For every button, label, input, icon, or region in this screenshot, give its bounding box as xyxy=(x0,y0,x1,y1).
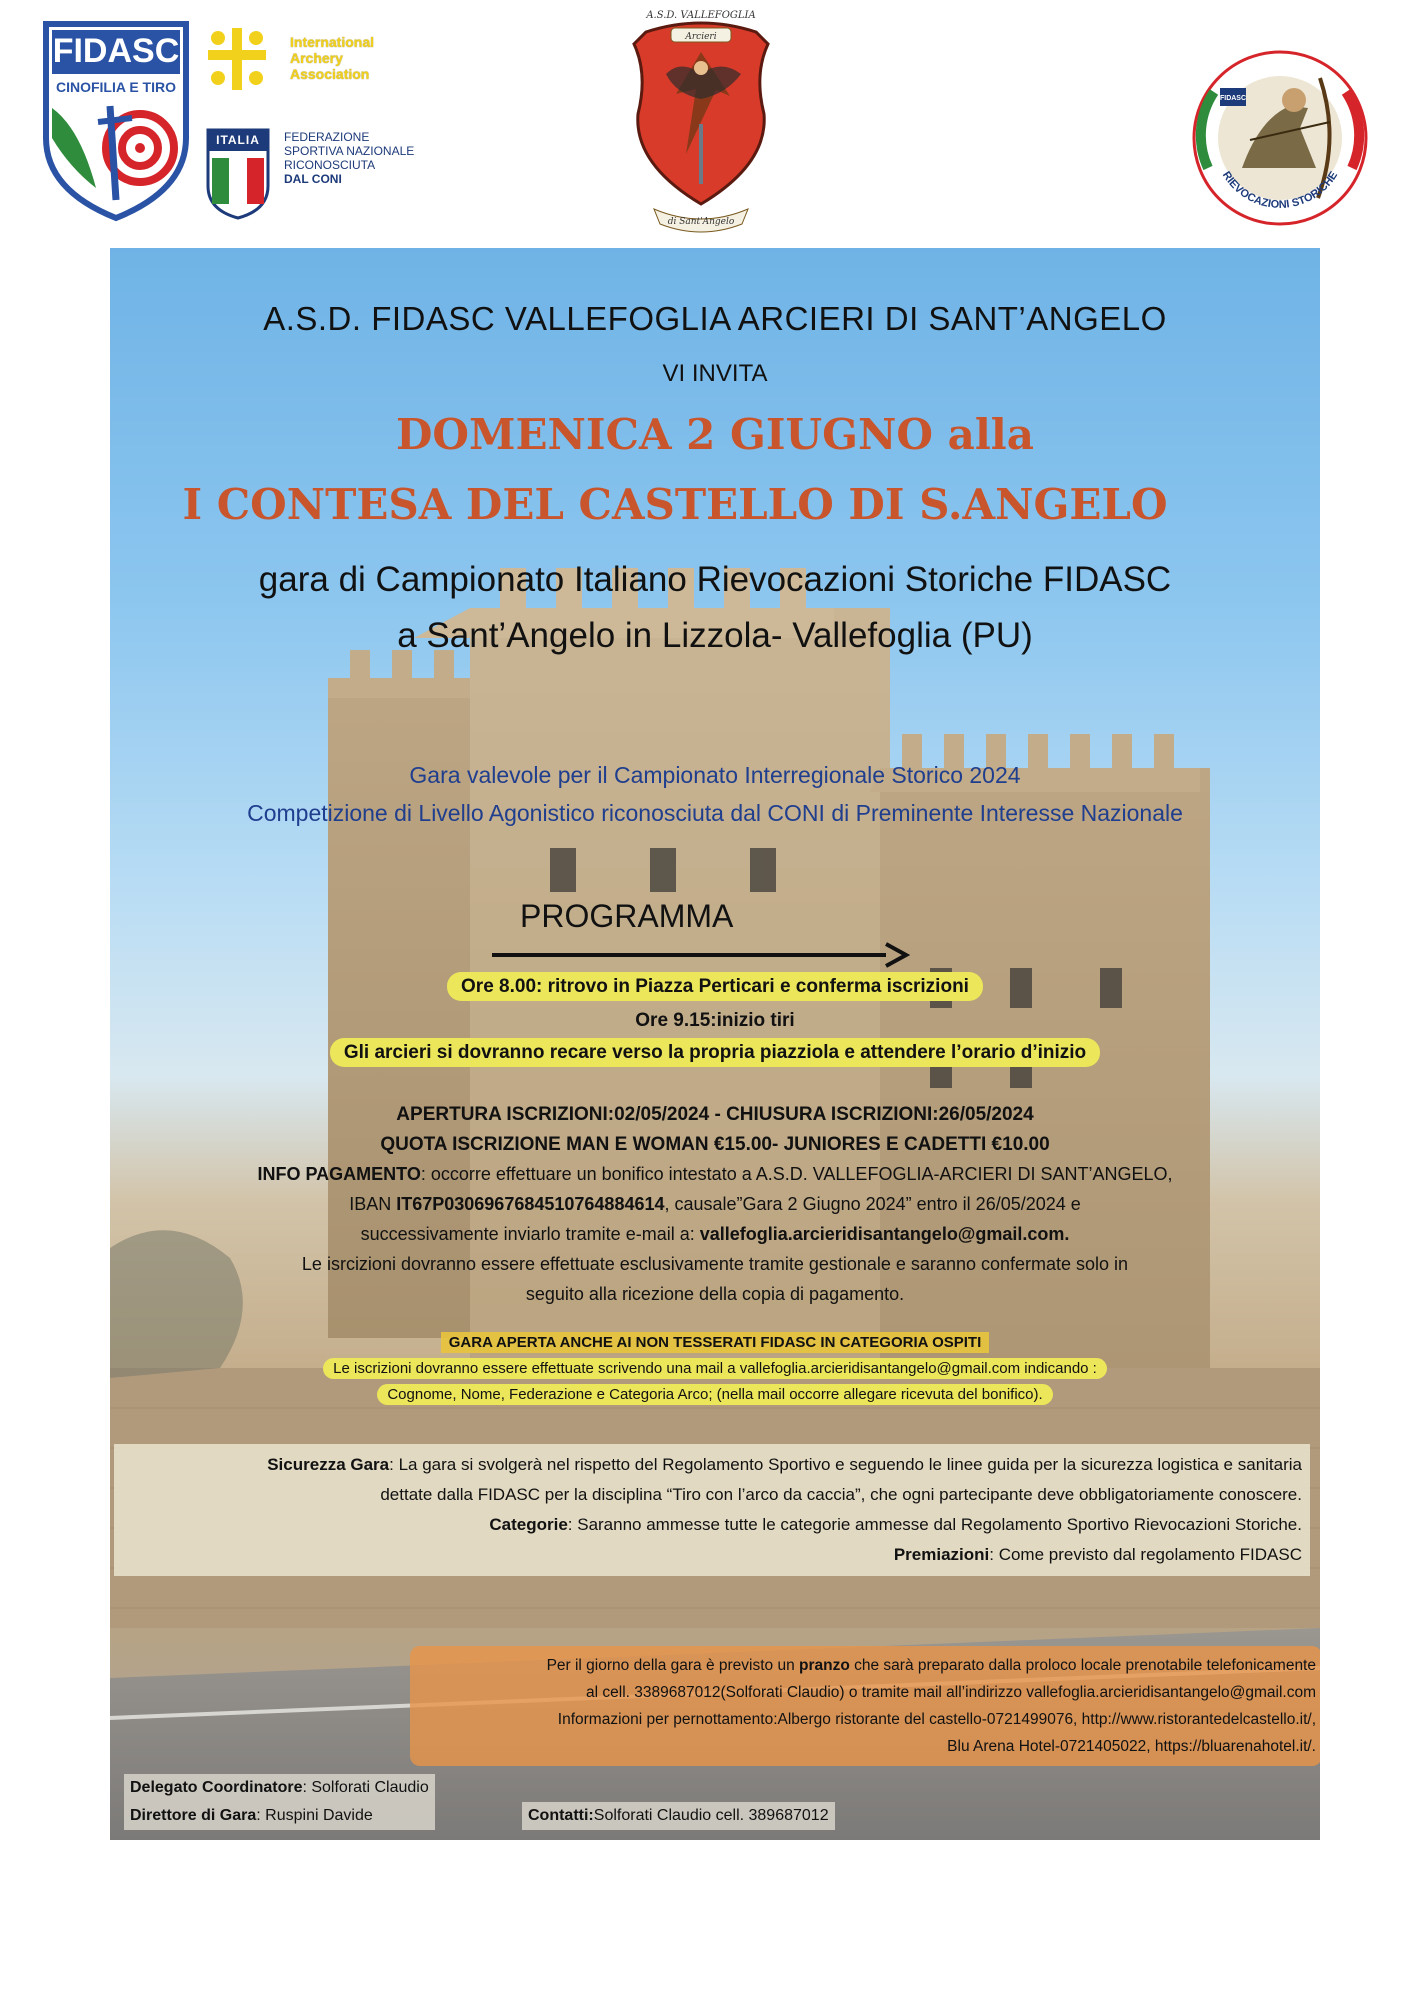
footer-staff xyxy=(124,1774,435,1830)
info-pagamento xyxy=(110,1164,1320,1185)
direttore-label: Direttore di Gara xyxy=(130,1807,257,1824)
delegato-label: Delegato Coordinatore xyxy=(130,1779,303,1796)
contatti-text: Solforati Claudio cell. 389687012 xyxy=(593,1807,829,1824)
rievo-badge-text: FIDASC xyxy=(1219,95,1247,102)
email-line xyxy=(110,1224,1320,1245)
italia-line1: FEDERAZIONE xyxy=(284,130,370,144)
crest-ribbon-text: Arcieri xyxy=(685,32,717,42)
pranzo-line-1 xyxy=(416,1652,1316,1679)
arrow-right-icon xyxy=(490,942,910,968)
sicurezza-text-2: dettate dalla FIDASC per la disciplina “Tiro con l’arco da caccia”, che ogni partecipante deve obbligatoriamente conoscere. xyxy=(380,1485,1302,1504)
email-link[interactable]: vallefoglia.arcieridisantangelo@gmail.com. xyxy=(699,1224,1070,1244)
apertura-iscrizioni: APERTURA ISCRIZIONI:02/05/2024 - CHIUSURA ISCRIZIONI:26/05/2024 xyxy=(396,1104,1034,1125)
italia-line4: DAL CONI xyxy=(284,172,342,186)
rievo-ring-text: RIEVOCAZIONI STORICHE xyxy=(1219,169,1341,211)
italia-badge: ITALIA xyxy=(216,133,260,147)
iaa-logo xyxy=(206,26,396,92)
sicurezza-label: Sicurezza Gara xyxy=(267,1455,390,1474)
event-date: DOMENICA 2 GIUGNO alla xyxy=(396,410,1034,459)
notice-line-1: Gara valevole per il Campionato Interregionale Storico 2024 xyxy=(409,762,1021,788)
notice-line-2: Competizione di Livello Agonistico riconosciuta dal CONI di Preminente Interesse Nazionale xyxy=(247,800,1183,826)
info-pagamento-text-1: : occorre effettuare un bonifico intestato a A.S.D. VALLEFOGLIA-ARCIERI DI SANT’ANGELO, xyxy=(420,1164,1173,1184)
programma-item-1: Ore 8.00: ritrovo in Piazza Perticari e conferma iscrizioni xyxy=(447,972,983,1001)
ospiti-line-1: Le iscrizioni dovranno essere effettuate scrivendo una mail a vallefoglia.arcieridisantangelo@gmail.com indicando : xyxy=(323,1358,1107,1379)
info-pagamento-text-3: successivamente inviarlo tramite e-mail a: xyxy=(360,1224,700,1244)
info-pagamento-text-2: , causale”Gara 2 Giugno 2024” entro il 26/05/2024 e xyxy=(664,1194,1081,1214)
invite-text: VI INVITA xyxy=(662,360,768,387)
pranzo-keyword: pranzo xyxy=(799,1657,850,1674)
premiazioni-text: : Come previsto dal regolamento FIDASC xyxy=(989,1545,1302,1564)
italia-line2: SPORTIVA NAZIONALE xyxy=(284,144,415,158)
categorie-line xyxy=(114,1510,1310,1540)
direttore-line xyxy=(124,1802,435,1830)
contatti-line xyxy=(522,1802,835,1830)
regole-block xyxy=(114,1444,1310,1576)
info-pagamento-label: INFO PAGAMENTO xyxy=(257,1164,421,1184)
vallefoglia-crest-logo xyxy=(626,4,776,236)
iscrizioni-note-1: Le isrcizioni dovranno essere effettuate esclusivamente tramite gestionale e saranno confermate solo in xyxy=(301,1254,1129,1274)
iban-value: IT67P0306967684510764884614 xyxy=(396,1194,665,1214)
pranzo-line-4: Blu Arena Hotel-0721405022, https://bluarenahotel.it/. xyxy=(947,1738,1316,1755)
programma-item-3: Gli arcieri si dovranno recare verso la propria piazziola e attendere l’orario d’inizio xyxy=(330,1038,1100,1067)
premiazioni-label: Premiazioni xyxy=(893,1545,990,1564)
event-name: I CONTESA DEL CASTELLO DI S.ANGELO xyxy=(182,480,1168,529)
iscrizioni-note-2: seguito alla ricezione della copia di pagamento. xyxy=(525,1284,905,1304)
categorie-text: : Saranno ammesse tutte le categorie ammesse dal Regolamento Sportivo Rievocazioni Storiche. xyxy=(567,1515,1302,1534)
iaa-line2: Archery xyxy=(290,50,343,66)
pranzo-line-1-c: che sarà preparato dalla proloco locale prenotabile telefonicamente xyxy=(849,1657,1316,1674)
pranzo-line-2: al cell. 3389687012(Solforati Claudio) o tramite mail all’indirizzo vallefoglia.arcieridisantangelo@gmail.com xyxy=(586,1684,1316,1701)
iaa-line3: Association xyxy=(290,66,370,82)
pranzo-block xyxy=(410,1646,1320,1766)
crest-top-text: A.S.D. VALLEFOGLIA xyxy=(646,10,756,21)
crest-bottom-text: di Sant'Angelo xyxy=(667,217,735,227)
sicurezza-text-1: : La gara si svolgerà nel rispetto del Regolamento Sportivo e seguendo le linee guida per la sicurezza logistica e sanitaria xyxy=(389,1455,1302,1474)
pranzo-line-3: Informazioni per pernottamento:Albergo ristorante del castello-0721499076, http://www.ristorantedelcastello.it/, xyxy=(557,1711,1316,1728)
organization-title: A.S.D. FIDASC VALLEFOGLIA ARCIERI DI SANT’ANGELO xyxy=(263,300,1167,337)
contatti-label: Contatti: xyxy=(528,1807,594,1824)
fidasc-title: FIDASC xyxy=(52,32,180,70)
italia-coni-logo xyxy=(206,128,446,220)
iaa-emblem-icon xyxy=(206,26,268,92)
delegato-text: : Solforati Claudio xyxy=(302,1779,429,1796)
quota-iscrizione: QUOTA ISCRIZIONE MAN E WOMAN €15.00- JUNIORES E CADETTI €10.00 xyxy=(380,1134,1050,1155)
gara-description: gara di Campionato Italiano Rievocazioni Storiche FIDASC xyxy=(258,560,1172,599)
fidasc-subtitle: CINOFILIA E TIRO xyxy=(55,79,177,95)
premiazioni-line xyxy=(114,1540,1310,1570)
direttore-text: : Ruspini Davide xyxy=(256,1807,373,1824)
iban-line xyxy=(110,1194,1320,1215)
rievocazioni-storiche-logo xyxy=(1190,48,1370,228)
italia-line3: RICONOSCIUTA xyxy=(284,158,376,172)
iaa-line1: International xyxy=(290,34,375,50)
pranzo-line-1-a: Per il giorno della gara è previsto un xyxy=(546,1657,800,1674)
fidasc-logo xyxy=(40,18,192,224)
sicurezza-line-1 xyxy=(114,1450,1310,1480)
categorie-label: Categorie xyxy=(489,1515,568,1534)
programma-item-2: Ore 9.15:inizio tiri xyxy=(635,1010,795,1031)
poster-panel xyxy=(110,248,1320,1840)
delegato-line xyxy=(124,1774,435,1802)
ospiti-line-2: Cognome, Nome, Federazione e Categoria Arco; (nella mail occorre allegare ricevuta del bonifico). xyxy=(377,1384,1052,1405)
programma-title: PROGRAMMA xyxy=(520,898,734,934)
event-location: a Sant’Angelo in Lizzola- Vallefoglia (PU) xyxy=(397,616,1033,655)
iban-prefix: IBAN xyxy=(349,1194,397,1214)
ospiti-title: GARA APERTA ANCHE AI NON TESSERATI FIDASC IN CATEGORIA OSPITI xyxy=(441,1332,990,1353)
